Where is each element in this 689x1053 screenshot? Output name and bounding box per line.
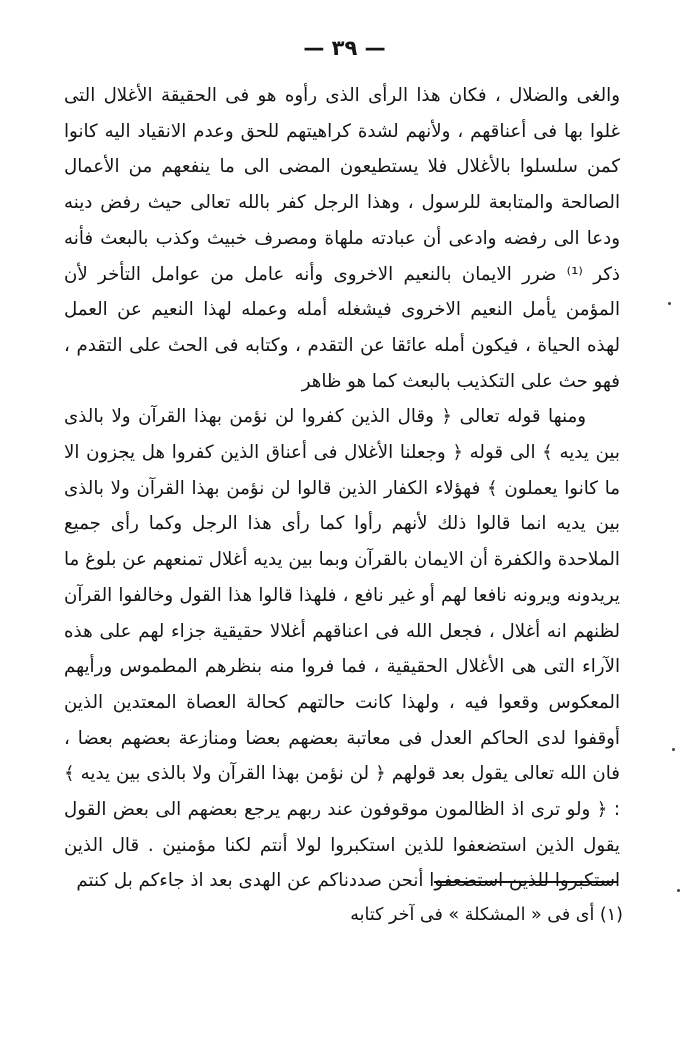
page-number: — ٣٩ — xyxy=(303,36,386,60)
footnote: (١) أى فى « المشكلة » فى آخر كتابه xyxy=(350,905,623,925)
paragraph: ومنها قوله تعالى ﴿ وقال الذين كفروا لن نؤمن بهذا القرآن ولا بالذى بين يديه ﴾ الى قوله ﴿ وجعلنا الأغلال فى أعناق الذين كفروا هل يجزون الا ما كانوا يعملون ﴾ فهؤلاء الكفار الذين قالوا لن نؤمن بهذا القرآن ولا بالذى بين يديه انما قالوا ذلك لأنهم رأوا كما رأى هذا الرجل وكما رأى جميع الملاحدة والكفرة أن الايمان بالقرآن وبما بين يديه أغلال تمنعهم عن بلوغ ما يريدونه ويرونه نافعا لهم أو غير نافع ، فلهذا قالوا هذا القول وخالفوا القرآن لظنهم انه أغلال ، فجعل الله فى اعناقهم أغلالا حقيقية جزاء لهم على هذه الآراء التى هى الأغلال الحقيقية ، فما فروا منه بنظرهم المطموس ورأيهم المعكوس وقعوا فيه ، ولهذا كانت حالتهم كحالة العصاة المعتدين الذين أوقفوا لدى الحاكم العدل فى معاتبة بعضهم بعضا ومنازعة بعضهم بعضا ، فان الله تعالى يقول بعد قولهم ﴿ لن نؤمن بهذا القرآن ولا بالذى بين يديه ﴾ : ﴿ ولو ترى اذ الظالمون موقوفون عند ربهم يرجع بعضهم الى بعض القول يقول الذين استضعفوا للذين استكبروا لولا أنتم لكنا مؤمنين . قال الذين استكبروا للذين استضعفوا أنحن صددناكم عن الهدى بعد اذ جاءكم بل كنتم xyxy=(64,406,620,892)
footnote-separator xyxy=(434,881,618,883)
paragraph: والغى والضلال ، فكان هذا الرأى الذى رأوه هو فى الحقيقة الأغلال التى غلوا بها فى أعناقهم ، ولأنهم لشدة كراهيتهم للحق وعدم الانقياد اليه كانوا كمن سلسلوا بالأغلال فلا يستطيعون المضى الى ما ينفعهم من الأعمال الصالحة والمتابعة للرسول ، وهذا الرجل كفر بالله تعالى حيث رفض دينه ودعا الى رفضه وادعى أن عبادته ملهاة ومصرف خبيث وكذب بالبعث فأنه ذكر ⁽¹⁾ ضرر الايمان بالنعيم الاخروى وأنه عامل من عوامل التأخر لأن المؤمن يأمل النعيم الاخروى فيشغله أمله وعمله لهذا النعيم عن العمل لهذه الحياة ، فيكون أمله عائقا عن التقدم ، وكتابه فى الحث على التقدم ، فهو حث على التكذيب بالبعث كما هو ظاهر xyxy=(64,85,620,392)
scan-speck-mark xyxy=(668,302,671,305)
scan-speck-mark xyxy=(677,889,680,892)
scan-speck-mark xyxy=(672,748,675,751)
main-text xyxy=(64,78,620,899)
